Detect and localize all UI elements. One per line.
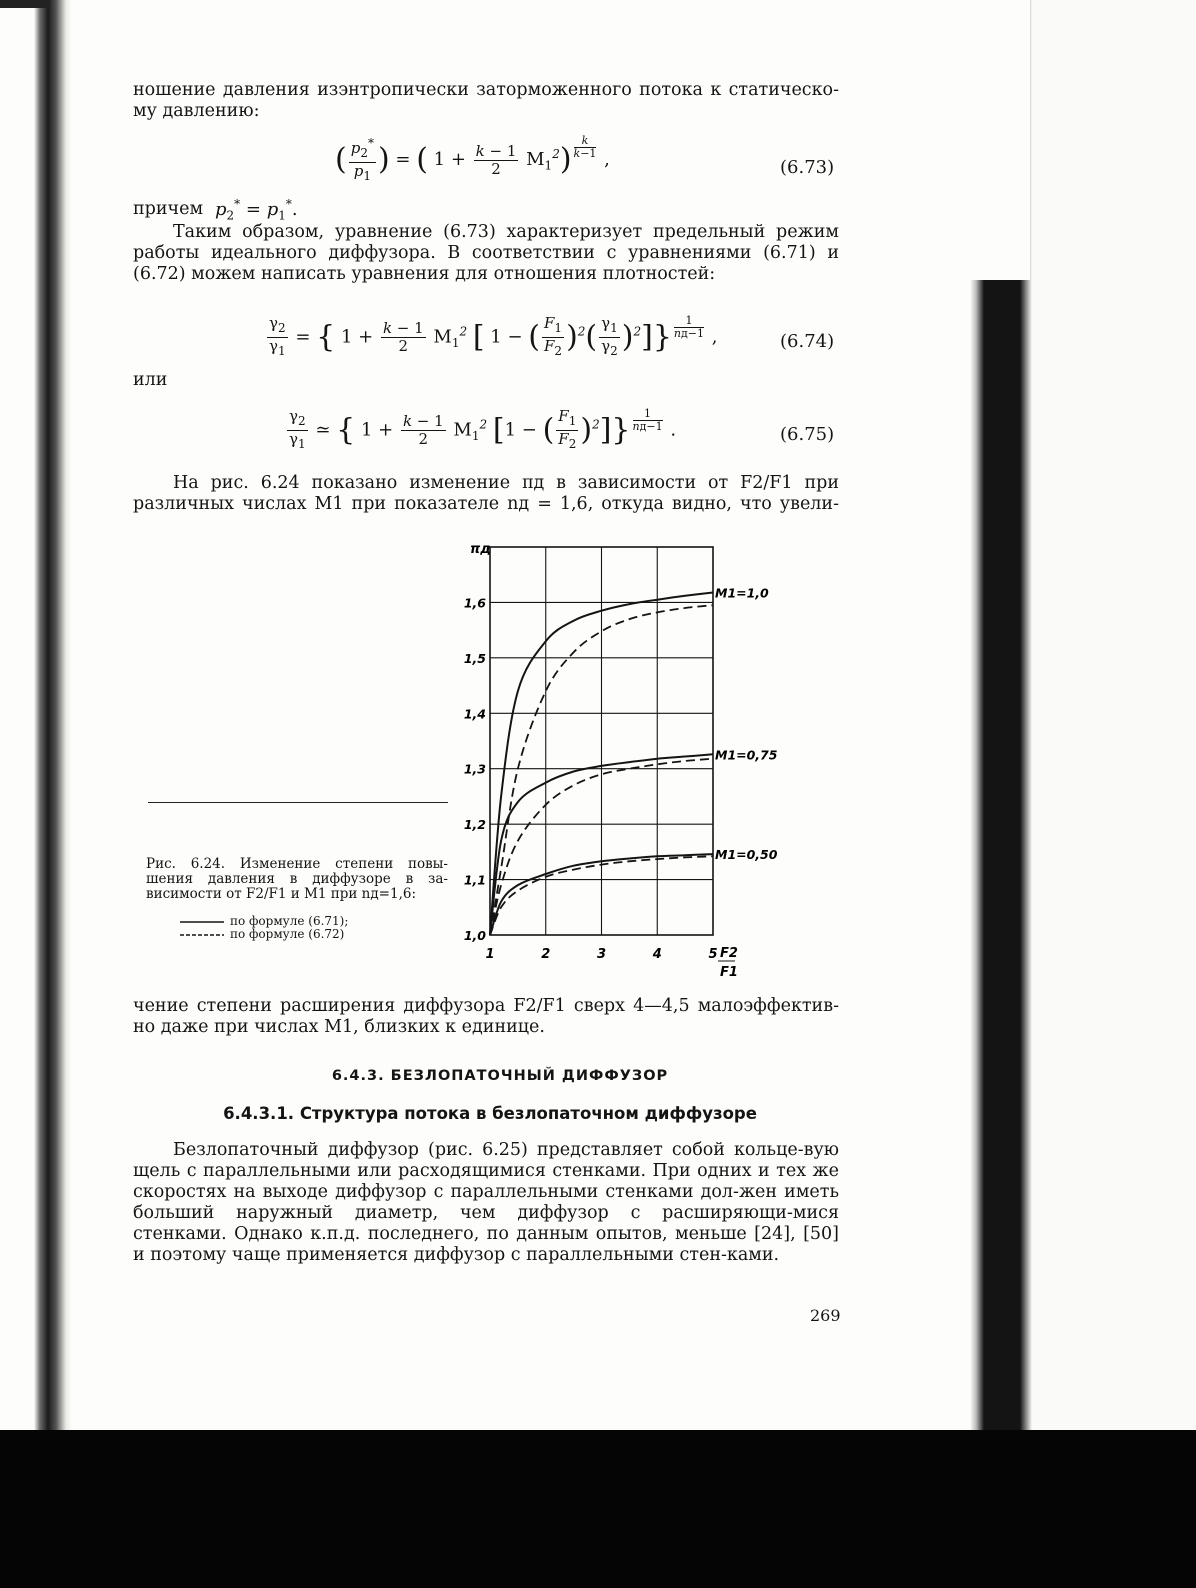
legend-dashed-label: по формуле (6.72): [230, 927, 345, 941]
x-tick-label: 4: [652, 947, 662, 962]
y-tick-label: 1,0: [463, 928, 486, 943]
curve-label: M1=0,50: [715, 847, 778, 863]
paragraph-middle: Таким образом, уравнение (6.73) характеризует предельный режим работы идеального диффузора. В соответствии с уравнениями (6.71) и (6.72) можем написать уравнения для отношения плотностей:: [133, 222, 839, 284]
subsection-heading: 6.4.3.1. Структура потока в безлопаточном диффузоре: [223, 1104, 757, 1123]
page-number: 269: [810, 1306, 841, 1325]
y-tick-label: 1,3: [463, 761, 486, 777]
y-tick-label: 1,2: [463, 817, 486, 833]
figure-caption: Рис. 6.24. Изменение степени повы-шения давления в диффузоре в за-висимости от F2/F1 и M1 при nд=1,6:: [146, 856, 448, 902]
equation-6-75: $\frac{\gamma_2}{\gamma_1}$ ≃ { 1 + $\frac{k - 1}{2}$ $M_1^2$ [1 − ( $\frac{F_1}{F_2}$ )$^2$]} $\frac{1}{nд-1}$ .: [289, 407, 677, 451]
y-tick-label: 1,4: [463, 706, 486, 722]
equation-p2-equals-p1: $p_2^* = p_1^*$.: [215, 197, 298, 223]
chart-grid: [490, 547, 713, 935]
figure-legend: [180, 915, 348, 941]
figure-6-24-chart: [460, 535, 790, 980]
x-tick-label: 3: [596, 947, 607, 962]
scan-right-top-paper: [970, 0, 1030, 280]
equation-number-6-73: (6.73): [780, 157, 835, 178]
curve-label: M1=1,0: [715, 585, 769, 601]
x-tick-label: 1: [485, 947, 495, 962]
x-tick-label: 2: [541, 947, 551, 962]
equation-6-74: $\frac{\gamma_2}{\gamma_1}$ = { 1 + $\frac{k - 1}{2}$ $M_1^2$ [ 1 − ( $\frac{F_1}{F_2}$ )$^2$( $\frac{\gamma_1}{\gamma_2}$ )$^2$]} $\frac{1}{nд-1}$ ,: [269, 314, 718, 358]
paragraph-top: ношение давления изэнтропически заторможенного потока к статическо-му давлению:: [133, 80, 839, 121]
word-ili: или: [133, 370, 168, 390]
equation-number-6-75: (6.75): [780, 424, 835, 445]
word-prichem: причем: [133, 199, 204, 219]
caption-rule: [148, 802, 448, 803]
y-tick-label: 1,1: [463, 872, 486, 888]
legend-solid-label: по формуле (6.71);: [230, 914, 349, 928]
x-axis-label-denominator: F1: [720, 965, 738, 980]
equation-6-73: ( $\frac{p_2^*}{p_1}$ ) = ( 1 + $\frac{k - 1}{2}$ $M_1^2$) $\frac{k}{k-1}$ ,: [335, 134, 610, 183]
legend-dashed: [180, 928, 348, 941]
x-tick-label: 5: [708, 947, 718, 962]
scan-left-edge: [0, 0, 72, 1588]
y-tick-label: 1,6: [463, 595, 486, 611]
scan-corner-mark: [0, 0, 50, 8]
x-axis-label-numerator: F2: [720, 946, 738, 961]
paragraph-after-figure: чение степени расширения диффузора F2/F1 сверх 4—4,5 малоэффектив-но даже при числах M1, близких к единице.: [133, 996, 839, 1037]
curve-label: M1=0,75: [715, 747, 778, 763]
section-heading: 6.4.3. БЕЗЛОПАТОЧНЫЙ ДИФФУЗОР: [331, 1068, 669, 1084]
scan-bottom-edge: [0, 1430, 1196, 1588]
equation-number-6-74: (6.74): [780, 331, 835, 352]
chart-labels: [464, 542, 778, 980]
y-tick-label: 1,5: [463, 650, 486, 666]
paragraph-figure-intro: На рис. 6.24 показано изменение πд в зависимости от F2/F1 при различных числах M1 при показателе nд = 1,6, откуда видно, что увели-: [133, 473, 839, 514]
paragraph-last: Безлопаточный диффузор (рис. 6.25) представляет собой кольце-вую щель с параллельными или расходящимися стенками. При одних и тех же скоростях на выходе диффузор с параллельными стенками дол-жен иметь больший наружный диаметр, чем диффузор с расширяющи-мися стенками. Однако к.п.д. последнего, по данным опытов, меньше [24], [50] и поэтому чаще применяется диффузор с параллельными стен-ками.: [133, 1140, 839, 1265]
y-axis-label: πд: [470, 542, 491, 557]
